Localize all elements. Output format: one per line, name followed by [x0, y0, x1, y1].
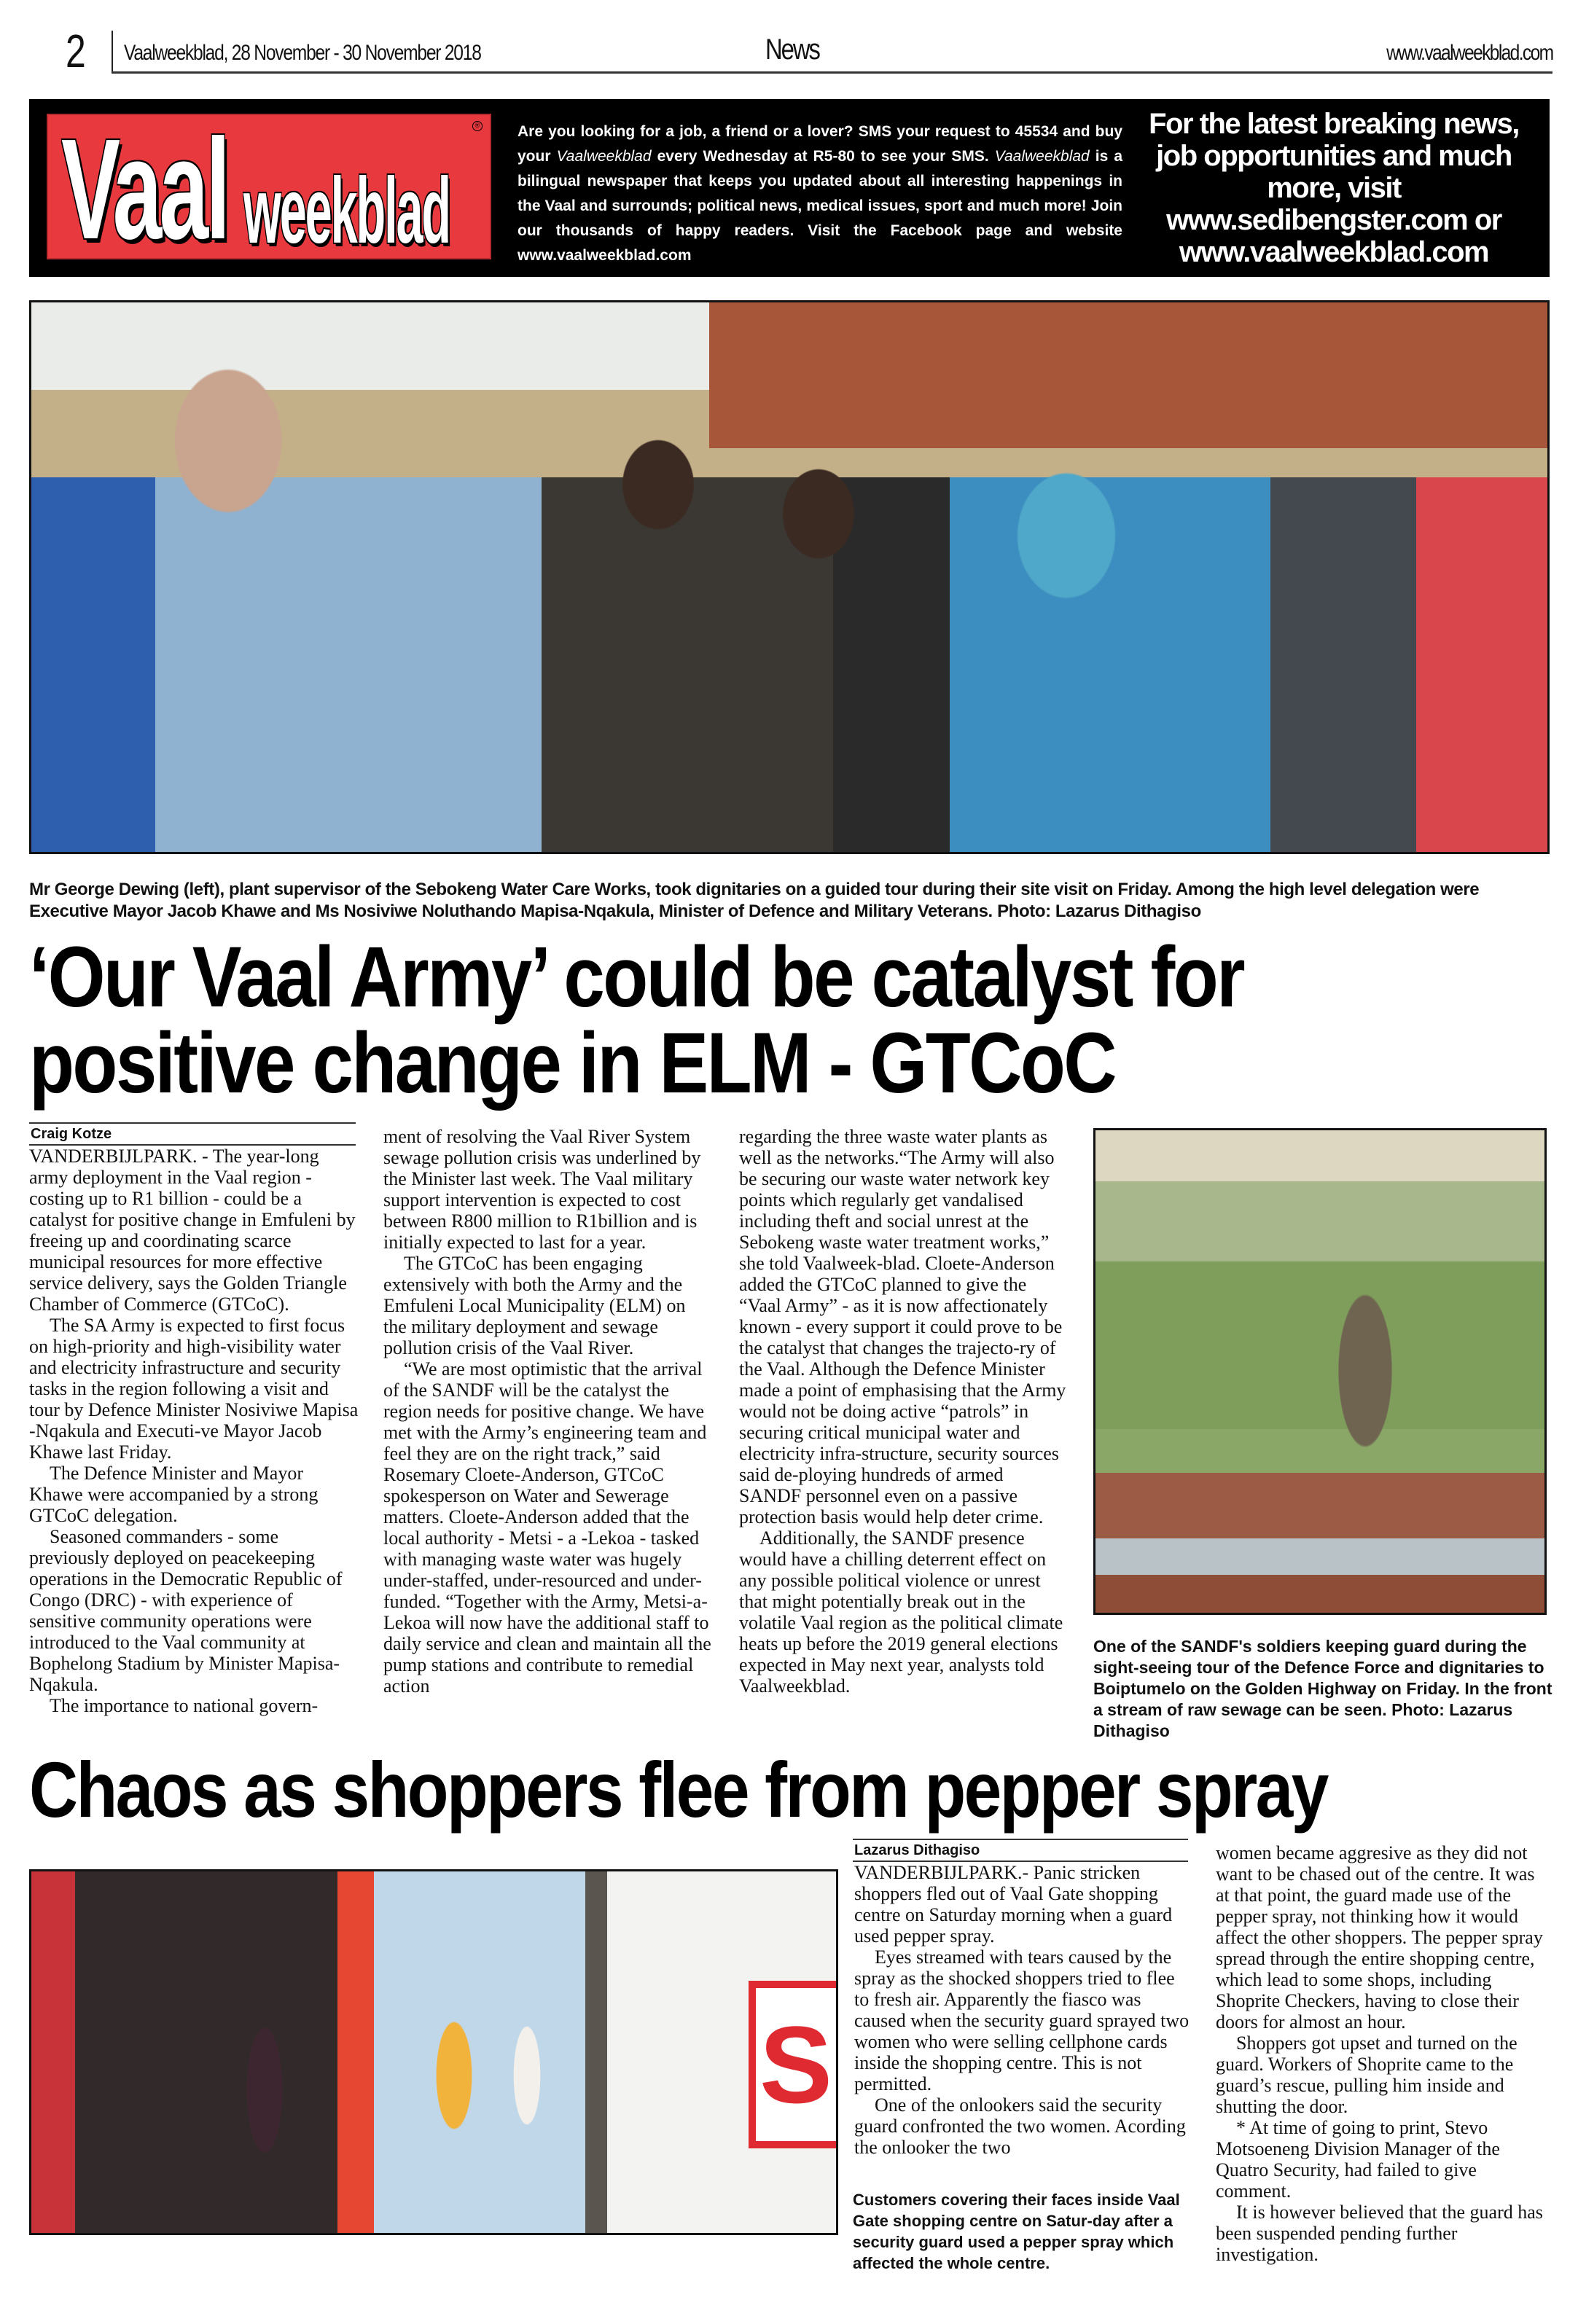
article-column-2	[383, 1126, 713, 1697]
article-headline-vaal-army	[29, 929, 1244, 1111]
promo-text-part: Are you looking for a job, a friend or a lover? SMS your request to 45534 and buy your	[517, 123, 1122, 165]
paragraph: The importance to national govern-	[50, 1695, 319, 1716]
paragraph: ment of resolving the Vaal River System sewage pollution crisis was underlined by the Minister last week. The Vaal military support intervention is expected to cost between R800 million to R1billion and is initially expected to last for a year.	[383, 1126, 701, 1253]
section-label: News	[765, 34, 819, 66]
paragraph: The GTCoC has been engaging extensively with both the Army and the Emfuleni Local Municipality (ELM) on the military deployment and sewage pollution crisis of the Vaal River.	[383, 1253, 686, 1358]
top-photo-caption: Mr George Dewing (left), plant supervisor of the Sebokeng Water Care Works, took dignitaries on a guided tour during their site visit on Friday. Among the high level delegation were Executive Mayor Jacob Khawe and Ms Nosiviwe Noluthando Mapisa-Nqakula, Minister of Defence and Military Veterans. Photo: Lazarus Dithagiso	[29, 880, 1480, 921]
page-folio	[29, 25, 1552, 77]
masthead-banner	[29, 99, 1550, 277]
article-byline: Craig Kotze	[29, 1122, 356, 1146]
paragraph: Eyes streamed with tears caused by the spray as the shocked shoppers tried to flee to fresh air. Apparently the fiasco was caused when the security guard sprayed two women who were selling cellphone cards inside the shopping centre. This is not permitted.	[854, 1947, 1190, 2094]
shoprite-sign: S	[749, 1981, 836, 2148]
folio-rule	[112, 71, 1552, 74]
promo-paper-name: Vaalweekblad	[556, 148, 652, 165]
headline-line: positive change in ELM - GTCoC	[29, 1015, 1115, 1111]
paragraph: Additionally, the SANDF presence would have a chilling deterrent effect on any possible political violence or unrest that might potentially break out in the volatile Vaal region as the political climate heats up before the 2019 general elections expected in May next year, analysts told Vaalweekblad.	[739, 1527, 1063, 1697]
paragraph: One of the onlookers said the security guard confronted the two women. Acording the onlooker the two	[854, 2094, 1186, 2158]
shoppers-photo	[29, 1869, 838, 2235]
paragraph: “We are most optimistic that the arrival of the SANDF will be the catalyst the region needs for positive change. We have met with the Army’s engineering team and feel they are on the right track,” said Rosemary Cloete-Anderson, GTCoC spokesperson on Water and Sewerage matters. Cloete-Anderson added that the local authority - Metsi - a -Lekoa - tasked with managing waste water was hugely under-staffed, under-resourced and under-funded. “Together with the Army, Metsi-a-Lekoa will now have the additional staff to daily service and clean and maintain all the pump stations and contribute to remedial action	[383, 1358, 711, 1697]
issue-date: Vaalweekblad, 28 November - 30 November 2018	[124, 41, 481, 65]
article-column-3	[739, 1126, 1069, 1697]
logo-word-vaal: Vaal	[61, 114, 228, 259]
paragraph: women became aggresive as they did not want to be chased out of the centre. It was at that point, the guard made use of the pepper spray, not thinking how it would affect the other shoppers. The pepper spray spread through the entire shopping centre, which lead to some shops, including Shoprite Checkers, having to close their doors for almost an hour.	[1216, 1842, 1543, 2032]
paragraph: Shoppers got upset and turned on the guard. Workers of Shoprite came to the guard’s rescue, pulling him inside and shutting the door.	[1216, 2032, 1518, 2117]
article-byline: Lazarus Dithagiso	[853, 1839, 1188, 1862]
article-column-1	[854, 1862, 1191, 2158]
paragraph: VANDERBIJLPARK. - The year-long army deployment in the Vaal region - costing up to R1 billion - could be a catalyst for positive change in Emfuleni by freeing up and coordinating scarce municipal resources for more effective service delivery, says the Golden Triangle Chamber of Commerce (GTCoC).	[29, 1146, 356, 1315]
logo-word-weekblad: weekblad	[243, 159, 450, 259]
promo-paper-name: Vaalweekblad	[994, 148, 1090, 165]
breaking-news-cta: For the latest breaking news, job opportunities and much more, visit www.sedibengster.com or www.vaalweekblad.com	[1149, 108, 1519, 268]
paragraph: VANDERBIJLPARK.- Panic stricken shoppers fled out of Vaal Gate shopping centre on Saturday morning when a guard used pepper spray.	[854, 1862, 1173, 1947]
promo-text	[517, 120, 1122, 268]
paragraph: Seasoned commanders - some previously deployed on peacekeeping operations in the Democratic Republic of Congo (DRC) - with experience of sensitive community operations were introduced to the Vaal community at Bophelong Stadium by Minister Mapisa-Nqakula.	[29, 1526, 343, 1695]
folio-divider	[112, 31, 113, 73]
vaalweekblad-logo	[47, 114, 491, 259]
paragraph: The SA Army is expected to first focus on high-priority and high-visibility water and electricity infrastructure and security tasks in the region following a visit and tour by Defence Minister Nosiviwe Mapisa -Nqakula and Executi-ve Mayor Jacob Khawe last Friday.	[29, 1315, 359, 1463]
promo-text-part: is a bilingual newspaper that keeps you updated about all interesting happenings in the Vaal and surrounds; political news, medical issues, sport and much more! Join our thousands of happy readers. Visit the Facebook page and website www.vaalweekblad.com	[517, 148, 1122, 264]
site-url-link[interactable]: www.vaalweekblad.com	[1386, 41, 1552, 65]
page-number: 2	[66, 25, 86, 77]
registered-mark-icon: ®	[472, 121, 483, 131]
soldier-guard-photo	[1093, 1128, 1547, 1615]
paragraph: regarding the three waste water plants as well as the networks.“The Army will also be securing our waste water network key points which regularly get vandalised including theft and social unrest at the Sebokeng waste water treatment works,” she told Vaalweek-blad. Cloete-Anderson added the GTCoC planned to give the “Vaal Army” - as it is now affectionately known - every support it could prove to be the catalyst that changes the trajecto-ry of the Vaal. Although the Defence Minister made a point of emphasising that the Army would not be doing active “patrols” in securing critical municipal water and electricity infra-structure, security sources said de-ploying hundreds of armed SANDF personnel even on a passive protection basis would help deter crime.	[739, 1126, 1066, 1527]
article-column-1	[29, 1146, 359, 1716]
dignitaries-tour-photo	[29, 300, 1550, 854]
soldier-photo-caption: One of the SANDF's soldiers keeping guard during the sight-seeing tour of the Defence Force and dignitaries to Boiptumelo on the Golden Highway on Friday. In the front a stream of raw sewage can be seen. Photo: Lazarus Dithagiso	[1093, 1637, 1552, 1740]
promo-text-part: every Wednesday at R5-80 to see your SMS.	[651, 148, 995, 165]
shoppers-photo-caption: Customers covering their faces inside Vaal Gate shopping centre on Satur-day after a security guard used a pepper spray which affected the whole centre.	[853, 2191, 1180, 2272]
headline-line: ‘Our Vaal Army’ could be catalyst for	[29, 929, 1244, 1025]
paragraph: The Defence Minister and Mayor Khawe were accompanied by a strong GTCoC delegation.	[29, 1463, 319, 1526]
article-headline-pepper-spray: Chaos as shoppers flee from pepper spray	[29, 1745, 1327, 1834]
paragraph: It is however believed that the guard has been suspended pending further investigation.	[1216, 2202, 1543, 2265]
paragraph: * At time of going to print, Stevo Motsoeneng Division Manager of the Quatro Security, had failed to give comment.	[1216, 2117, 1500, 2202]
article-column-2	[1216, 1842, 1552, 2265]
